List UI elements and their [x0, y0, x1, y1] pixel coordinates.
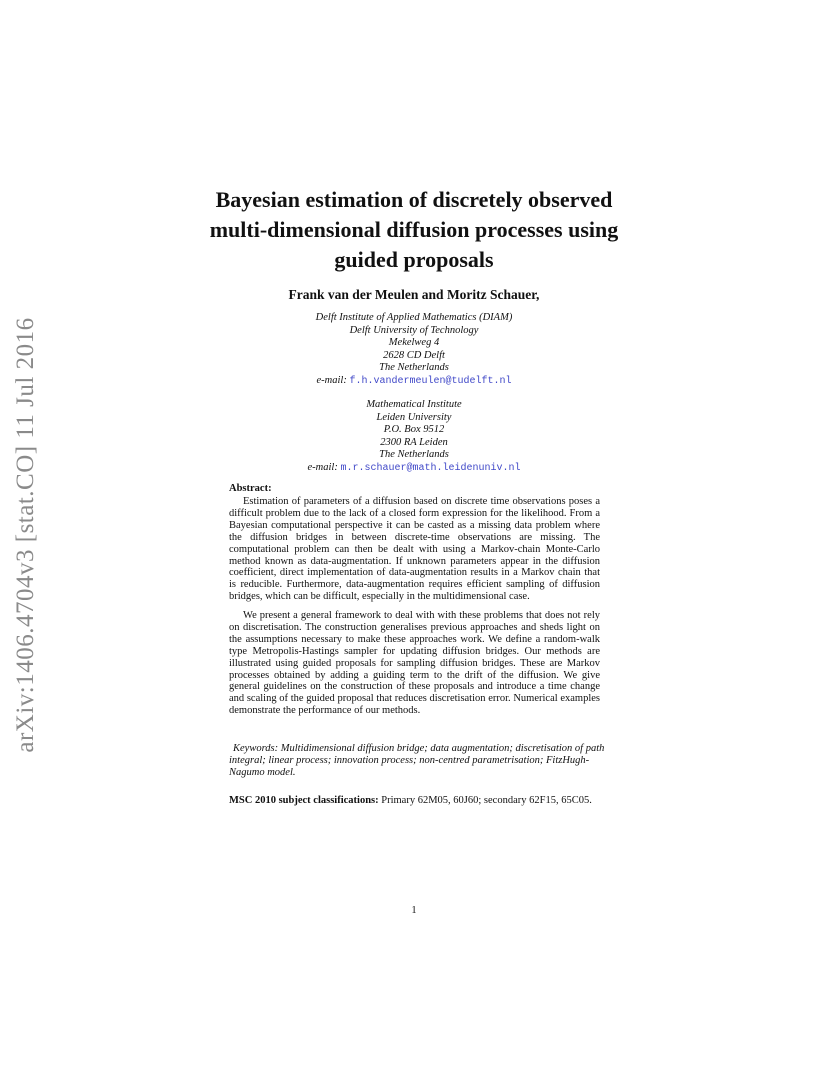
- msc-label: MSC 2010 subject classifications:: [229, 795, 379, 806]
- arxiv-identifier: arXiv:1406.4704v3 [stat.CO] 11 Jul 2016: [12, 317, 39, 753]
- affiliation-line: Mathematical Institute: [366, 399, 462, 410]
- abstract-paragraph: Estimation of parameters of a diffusion based on discrete time observations poses a difficult problem due to the lack of a closed form expression for the likelihood. From a Bayesian computational perspective it can be casted as a missing data problem where the diffusion bridges in between discrete-time observations are missing. The computational problem can then be dealt with using a Markov-chain Monte-Carlo method known as data-augmentation. If unknown parameters appear in the diffusion coefficient, direct implementation of data-augmentation results in a Markov chain that is reducible. Furthermore, data-augmentation requires efficient sampling of diffusion bridges, which can be difficult, especially in the multidimensional case.: [229, 496, 600, 603]
- msc-codes: Primary 62M05, 60J60; secondary 62F15, 65C05.: [378, 795, 592, 806]
- email-row: [230, 375, 598, 389]
- msc-classification: [229, 795, 629, 806]
- affiliation-leiden: [230, 399, 598, 476]
- affiliation-line: 2300 RA Leiden: [380, 436, 448, 448]
- affiliation-delft: [230, 312, 598, 389]
- email-row: [230, 462, 598, 476]
- affiliation-line: Delft University of Technology: [349, 324, 479, 336]
- affiliation-line: 2628 CD Delft: [383, 349, 445, 361]
- abstract-paragraph: We present a general framework to deal with with these problems that does not rely on discretisation. The construction generalises previous approaches and sheds light on the assumptions necessary to make these approaches work. We define a random-walk type Metropolis-Hastings sampler for updating diffusion bridges. Our methods are illustrated using guided proposals for sampling diffusion bridges. These are Markov processes obtained by adding a guiding term to the drift of the diffusion. We give general guidelines on the construction of these proposals and introduce a time change and scaling of the guided proposal that reduces discretisation error. Numerical examples demonstrate the performance of our methods.: [229, 610, 600, 717]
- affiliation-line: P.O. Box 9512: [383, 424, 445, 436]
- paper-title: [180, 185, 648, 275]
- title-line: Bayesian estimation of discretely observed: [215, 187, 613, 212]
- keywords: Keywords: Multidimensional diffusion bridge; data augmentation; discretisation of path integral; linear process; innovation process; non-centred parametrisation; FitzHugh-Nagumo model.: [229, 743, 605, 778]
- arxiv-stamp: [4, 300, 48, 770]
- email-link[interactable]: f.h.vandermeulen@tudelft.nl: [349, 375, 512, 387]
- affiliation-line: Mekelweg 4: [388, 337, 440, 349]
- affiliation-line: Leiden University: [376, 411, 452, 423]
- page-number: 1: [411, 905, 417, 916]
- affiliation-line: The Netherlands: [379, 362, 449, 374]
- abstract-heading: Abstract:: [229, 483, 272, 494]
- email-label: e-mail:: [307, 461, 338, 473]
- authors: Frank van der Meulen and Moritz Schauer,: [288, 287, 540, 302]
- title-line: guided proposals: [334, 247, 494, 272]
- title-line: multi-dimensional diffusion processes using: [209, 217, 619, 242]
- email-label: e-mail:: [316, 374, 347, 386]
- affiliation-line: Delft Institute of Applied Mathematics (DIAM): [315, 312, 513, 323]
- affiliation-line: The Netherlands: [379, 449, 449, 461]
- email-link[interactable]: m.r.schauer@math.leidenuniv.nl: [340, 462, 521, 474]
